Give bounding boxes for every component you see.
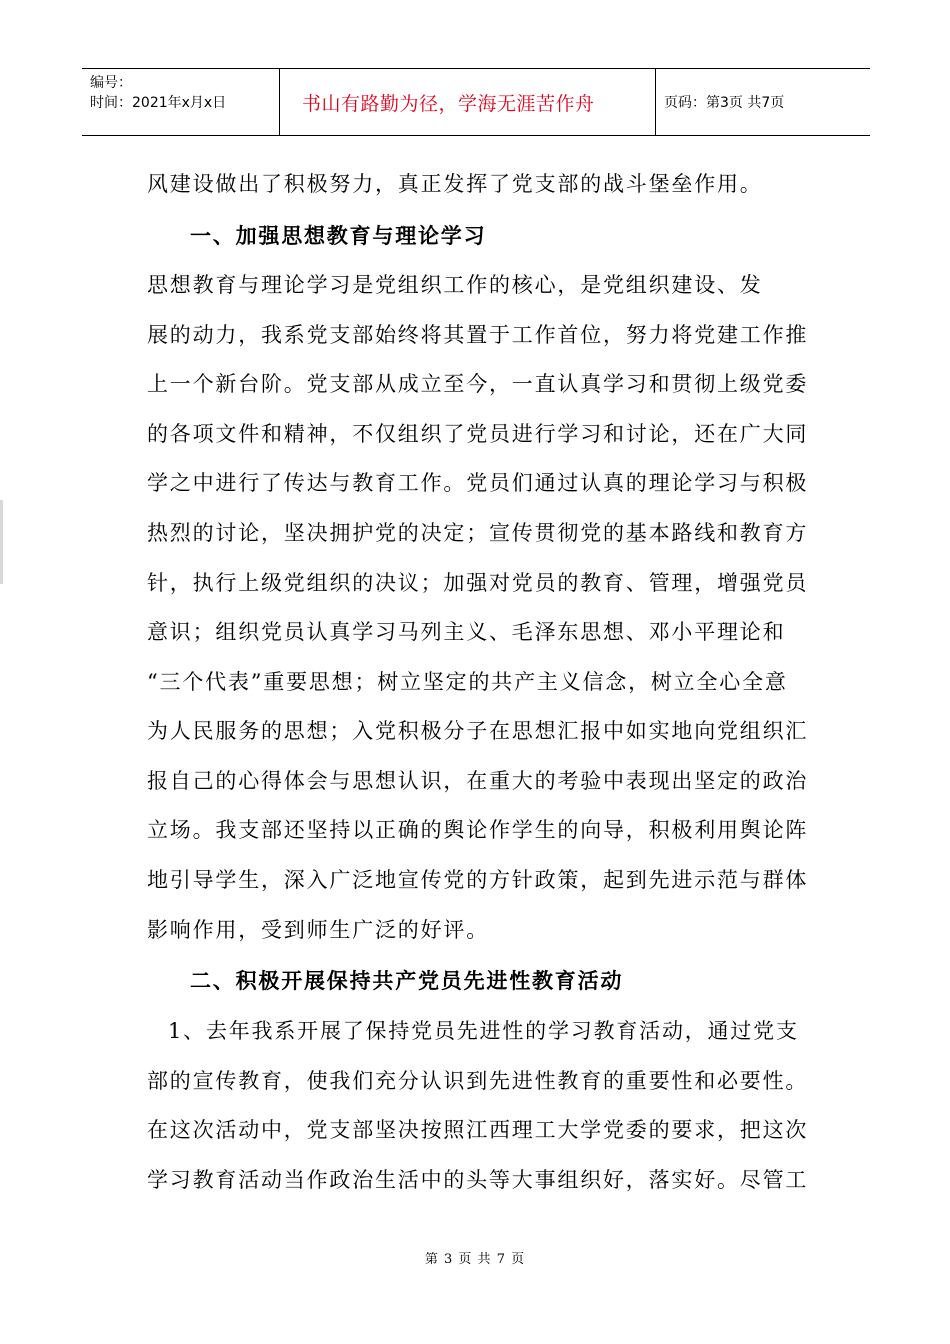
body-line: 在这次活动中，党支部坚决按照江西理工大学党委的要求，把这次 (147, 1118, 809, 1142)
page-edge-mark (0, 500, 3, 584)
body-line: 的各项文件和精神，不仅组织了党员进行学习和讨论，还在广大同 (147, 422, 809, 446)
body-line: 展的动力，我系党支部始终将其置于工作首位，努力将党建工作推 (147, 323, 809, 347)
page-footer (0, 1248, 950, 1267)
body-line: 影响作用，受到师生广泛的好评。 (147, 918, 489, 942)
section-heading-1: 一、加强思想教育与理论学习 (190, 223, 487, 248)
header-motto: 书山有路勤为径，学海无涯苦作舟 (302, 92, 595, 115)
document-header (82, 68, 870, 136)
section-heading-2: 二、积极开展保持共产党员先进性教育活动 (190, 968, 624, 993)
body-line: 1、去年我系开展了保持党员先进性的学习教育活动，通过党支 (168, 1019, 799, 1043)
footer-page-number: 第 3 页 共 7 页 (424, 1252, 526, 1267)
body-line: 报自己的心得体会与思想认识，在重大的考验中表现出坚定的政治 (147, 769, 809, 793)
header-motto-cell (280, 69, 656, 135)
body-line: 学之中进行了传达与教育工作。党员们通过认真的理论学习与积极 (147, 471, 809, 495)
body-line: 地引导学生，深入广泛地宣传党的方针政策，起到先进示范与群体 (147, 868, 809, 892)
body-line: 部的宣传教育，使我们充分认识到先进性教育的重要性和必要性。 (147, 1069, 809, 1093)
header-page-cell (656, 69, 870, 135)
body-line: 学习教育活动当作政治生活中的头等大事组织好，落实好。尽管工 (147, 1168, 809, 1192)
body-line: 为人民服务的思想；入党积极分子在思想汇报中如实地向党组织汇 (147, 719, 809, 743)
body-line: 针，执行上级党组织的决议；加强对党员的教育、管理，增强党员 (147, 571, 809, 595)
body-line: 风建设做出了积极努力，真正发挥了党支部的战斗堡垒作用。 (147, 172, 763, 196)
body-line: 思想教育与理论学习是党组织工作的核心，是党组织建设、发 (147, 273, 763, 297)
header-page-code: 页码：第3页 共7页 (664, 95, 785, 111)
document-date-label: 时间：2021年x月x日 (90, 95, 227, 111)
header-meta-cell (82, 69, 280, 135)
body-line: 意识；组织党员认真学习马列主义、毛泽东思想、邓小平理论和 (147, 620, 786, 644)
body-line: 立场。我支部还坚持以正确的舆论作学生的向导，积极利用舆论阵 (147, 818, 809, 842)
body-line: 上一个新台阶。党支部从成立至今，一直认真学习和贯彻上级党委 (147, 372, 809, 396)
body-line: “三个代表”重要思想；树立坚定的共产主义信念，树立全心全意 (147, 670, 788, 694)
document-number-label: 编号： (90, 75, 132, 91)
body-line: 热烈的讨论，坚决拥护党的决定；宣传贯彻党的基本路线和教育方 (147, 521, 809, 545)
